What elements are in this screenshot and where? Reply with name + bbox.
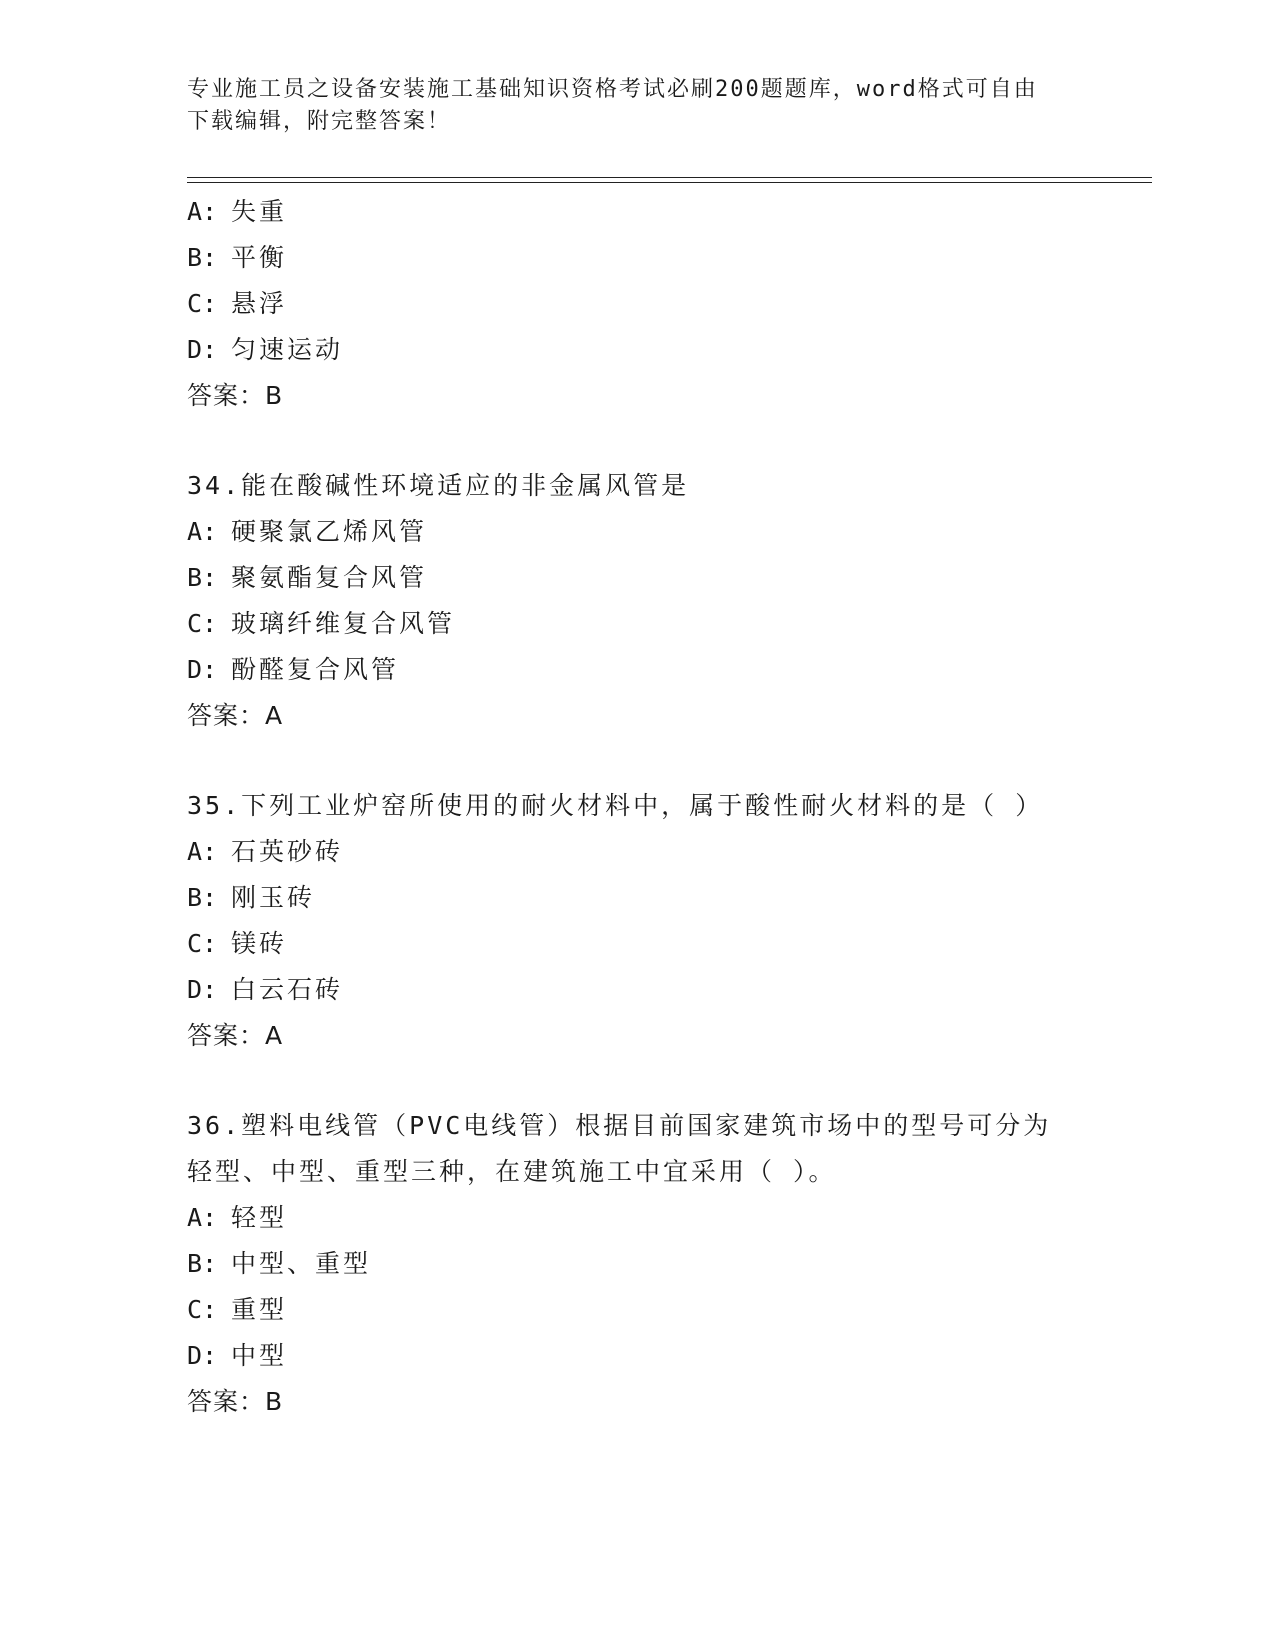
- option-text: 中型: [231, 1341, 288, 1370]
- option-prefix: B:: [187, 1249, 218, 1278]
- option-text: 悬浮: [231, 289, 288, 318]
- option-prefix: B:: [187, 883, 218, 912]
- option-prefix: A:: [187, 197, 218, 226]
- question-text-line-1: 36.塑料电线管（PVC电线管）根据目前国家建筑市场中的型号可分为: [187, 1111, 1052, 1140]
- option-c: [187, 921, 1067, 967]
- question-text-line-2: 轻型、中型、重型三种，在建筑施工中宜采用（ ）。: [187, 1157, 837, 1186]
- answer: 答案：B: [187, 381, 284, 410]
- option-text: 硬聚氯乙烯风管: [231, 517, 428, 546]
- option-text: 中型、重型: [231, 1249, 372, 1278]
- option-b: [187, 875, 1067, 921]
- option-prefix: D:: [187, 1341, 218, 1370]
- option-a: [187, 829, 1067, 875]
- spacer: [187, 419, 1067, 463]
- header-divider-top: [187, 177, 1152, 178]
- option-prefix: D:: [187, 335, 218, 364]
- option-d: [187, 647, 1067, 693]
- option-prefix: C:: [187, 289, 218, 318]
- option-c: [187, 601, 1067, 647]
- option-prefix: C:: [187, 1295, 218, 1324]
- option-text: 镁砖: [231, 929, 288, 958]
- question-list: [187, 189, 1067, 1425]
- option-text: 石英砂砖: [231, 837, 344, 866]
- question-block-36: [187, 1103, 1067, 1425]
- option-text: 聚氨酯复合风管: [231, 563, 428, 592]
- header-divider-bottom: [187, 182, 1152, 183]
- option-prefix: A:: [187, 1203, 218, 1232]
- answer: 答案：A: [187, 1021, 284, 1050]
- option-text: 匀速运动: [231, 335, 344, 364]
- option-prefix: B:: [187, 563, 218, 592]
- question-text: 34.能在酸碱性环境适应的非金属风管是: [187, 471, 690, 500]
- spacer: [187, 739, 1067, 783]
- option-d: [187, 967, 1067, 1013]
- question-block-33: [187, 189, 1067, 419]
- question-text: 35.下列工业炉窑所使用的耐火材料中，属于酸性耐火材料的是（ ）: [187, 791, 1044, 820]
- option-b: [187, 1241, 1067, 1287]
- option-text: 轻型: [231, 1203, 288, 1232]
- option-prefix: D:: [187, 655, 218, 684]
- option-text: 白云石砖: [231, 975, 344, 1004]
- option-text: 重型: [231, 1295, 288, 1324]
- option-b: [187, 555, 1067, 601]
- option-c: [187, 1287, 1067, 1333]
- option-text: 平衡: [231, 243, 288, 272]
- option-a: [187, 189, 1067, 235]
- header-line-1: 专业施工员之设备安装施工基础知识资格考试必刷200题题库，word格式可自由: [187, 77, 1038, 102]
- option-prefix: A:: [187, 517, 218, 546]
- option-prefix: C:: [187, 929, 218, 958]
- option-a: [187, 509, 1067, 555]
- option-d: [187, 1333, 1067, 1379]
- document-header: [187, 74, 1067, 138]
- option-text: 酚醛复合风管: [231, 655, 400, 684]
- question-block-35: [187, 783, 1067, 1059]
- option-b: [187, 235, 1067, 281]
- spacer: [187, 1059, 1067, 1103]
- option-prefix: C:: [187, 609, 218, 638]
- option-text: 刚玉砖: [231, 883, 316, 912]
- option-d: [187, 327, 1067, 373]
- question-block-34: [187, 463, 1067, 739]
- option-text: 失重: [231, 197, 288, 226]
- option-prefix: B:: [187, 243, 218, 272]
- option-c: [187, 281, 1067, 327]
- answer: 答案：B: [187, 1387, 284, 1416]
- header-line-2: 下载编辑，附完整答案！: [187, 109, 452, 134]
- option-prefix: A:: [187, 837, 218, 866]
- answer: 答案：A: [187, 701, 284, 730]
- option-prefix: D:: [187, 975, 218, 1004]
- option-a: [187, 1195, 1067, 1241]
- option-text: 玻璃纤维复合风管: [231, 609, 456, 638]
